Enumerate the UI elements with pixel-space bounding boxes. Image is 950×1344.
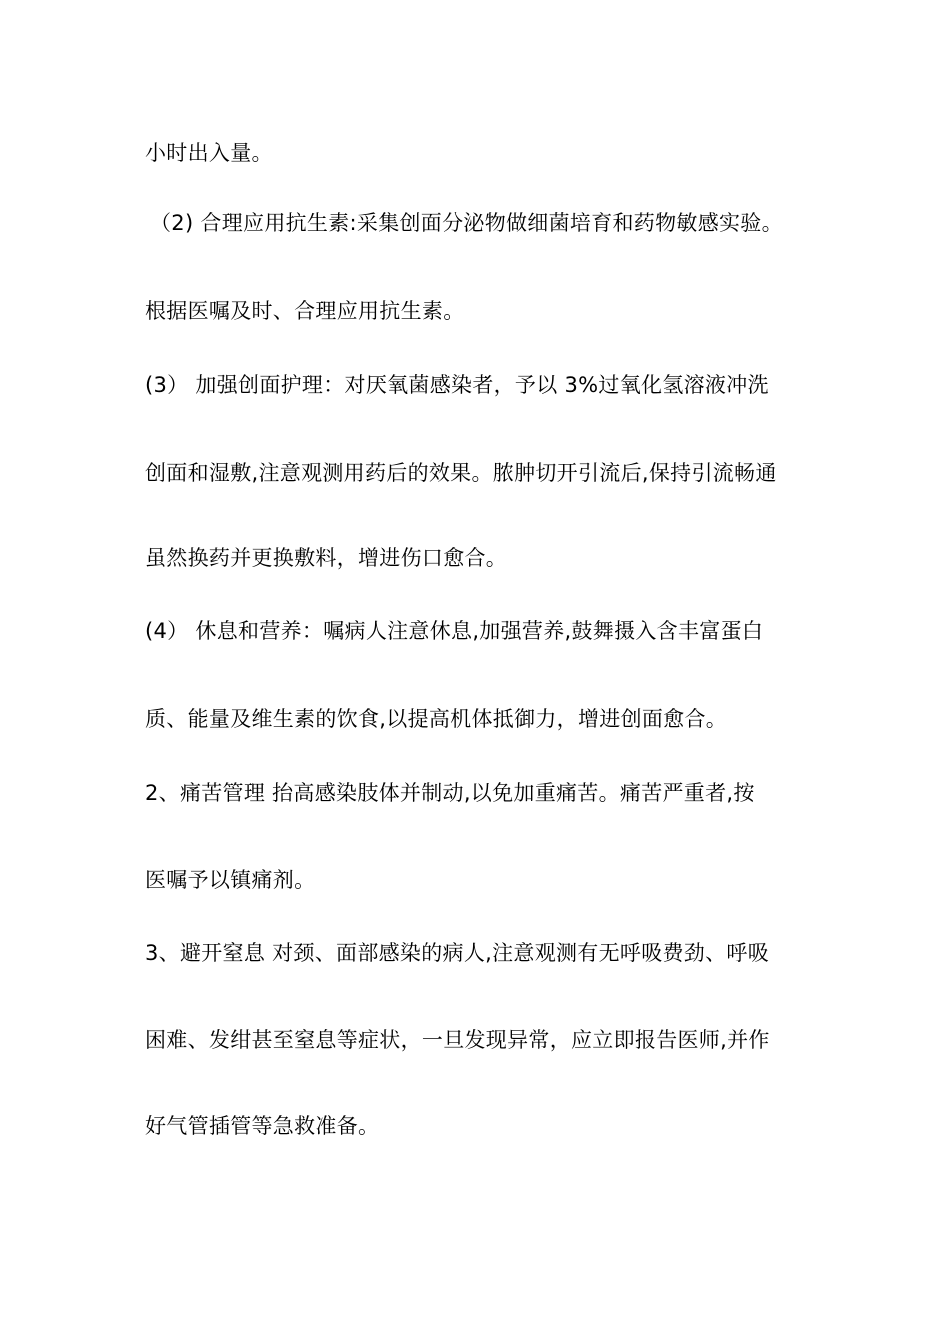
text-line: 困难、发绀甚至窒息等症状，一旦发现异常，应立即报告医师,并作 [145,1028,770,1052]
text-line: 3、避开窒息 对颈、面部感染的病人,注意观测有无呼吸费劲、呼吸 [145,941,770,965]
text-line: 小时出入量。 [145,141,273,165]
text-line: (3） 加强创面护理：对厌氧菌感染者，予以 3%过氧化氢溶液冲洗 [145,373,769,397]
text-line: (4） 休息和营养：嘱病人注意休息,加强营养,鼓舞摄入含丰富蛋白 [145,619,764,643]
text-line: 医嘱予以镇痛剂。 [145,868,316,892]
text-line: 好气管插管等急救准备。 [145,1114,380,1138]
text-line: （2) 合理应用抗生素:采集创面分泌物做细菌培育和药物敏感实验。 [150,211,783,235]
text-line: 虽然换药并更换敷料，增进伤口愈合。 [145,546,508,570]
text-line: 2、痛苦管理 抬高感染肢体并制动,以免加重痛苦。痛苦严重者,按 [145,781,755,805]
text-line: 创面和湿敷,注意观测用药后的效果。脓肿切开引流后,保持引流畅通 [145,461,777,485]
text-line: 质、能量及维生素的饮食,以提高机体抵御力，增进创面愈合。 [145,707,728,731]
text-line: 根据医嘱及时、合理应用抗生素。 [145,299,465,323]
